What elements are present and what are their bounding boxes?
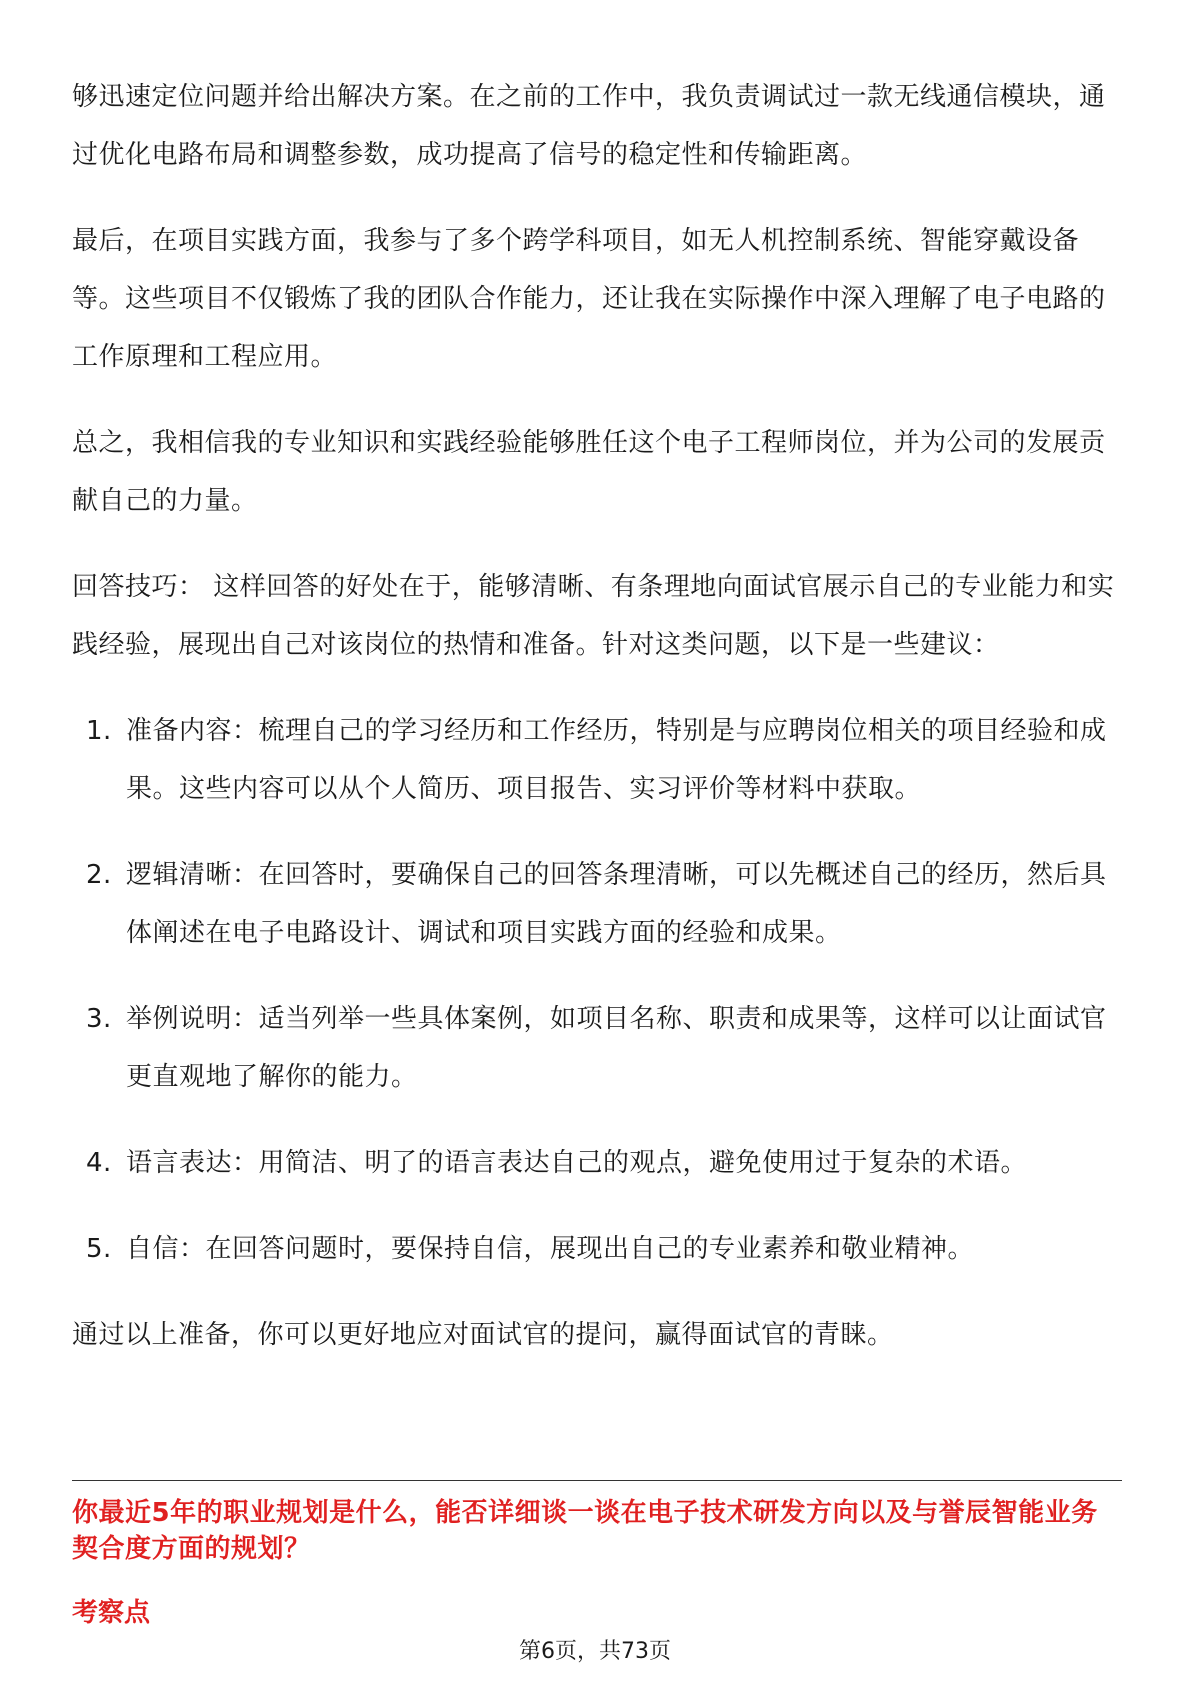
list-item <box>72 1220 1122 1278</box>
list-item-number: 3. <box>86 1004 112 1034</box>
list-item-number: 4. <box>86 1148 112 1178</box>
list-item-text: 逻辑清晰：在回答时，要确保自己的回答条理清晰，可以先概述自己的经历，然后具体阐述在电子电路设计、调试和项目实践方面的经验和成果。 <box>126 860 1107 948</box>
list-item <box>72 990 1122 1106</box>
list-item <box>72 1134 1122 1192</box>
document-body <box>72 68 1122 1392</box>
section-divider <box>72 1480 1122 1481</box>
paragraph-answer-tips: 回答技巧： 这样回答的好处在于，能够清晰、有条理地向面试官展示自己的专业能力和实践经验，展现出自己对该岗位的热情和准备。针对这类问题，以下是一些建议： <box>72 572 1115 660</box>
page-footer: 第6页，共73页 <box>519 1639 671 1664</box>
paragraph-summary: 总之，我相信我的专业知识和实践经验能够胜任这个电子工程师岗位，并为公司的发展贡献自己的力量。 <box>72 428 1106 516</box>
list-item-text: 自信：在回答问题时，要保持自信，展现出自己的专业素养和敬业精神。 <box>126 1234 975 1264</box>
interview-question: 你最近5年的职业规划是什么，能否详细谈一谈在电子技术研发方向以及与誉辰智能业务契合度方面的规划？ <box>72 1498 1098 1564</box>
paragraph-debug-experience: 够迅速定位问题并给出解决方案。在之前的工作中，我负责调试过一款无线通信模块，通过优化电路布局和调整参数，成功提高了信号的稳定性和传输距离。 <box>72 82 1106 170</box>
section-label: 考察点 <box>72 1598 151 1628</box>
list-item-text: 举例说明：适当列举一些具体案例，如项目名称、职责和成果等，这样可以让面试官更直观地了解你的能力。 <box>126 1004 1107 1092</box>
paragraph-project-practice: 最后，在项目实践方面，我参与了多个跨学科项目，如无人机控制系统、智能穿戴设备等。这些项目不仅锻炼了我的团队合作能力，还让我在实际操作中深入理解了电子电路的工作原理和工程应用。 <box>72 226 1106 372</box>
paragraph-closing: 通过以上准备，你可以更好地应对面试官的提问，赢得面试官的青睐。 <box>72 1320 894 1350</box>
list-item-text: 准备内容：梳理自己的学习经历和工作经历，特别是与应聘岗位相关的项目经验和成果。这些内容可以从个人简历、项目报告、实习评价等材料中获取。 <box>126 716 1107 804</box>
list-item <box>72 702 1122 818</box>
tips-list <box>72 702 1122 1278</box>
list-item-number: 2. <box>86 860 112 890</box>
list-item <box>72 846 1122 962</box>
list-item-number: 1. <box>86 716 112 746</box>
list-item-number: 5. <box>86 1234 112 1264</box>
list-item-text: 语言表达：用简洁、明了的语言表达自己的观点，避免使用过于复杂的术语。 <box>126 1148 1028 1178</box>
